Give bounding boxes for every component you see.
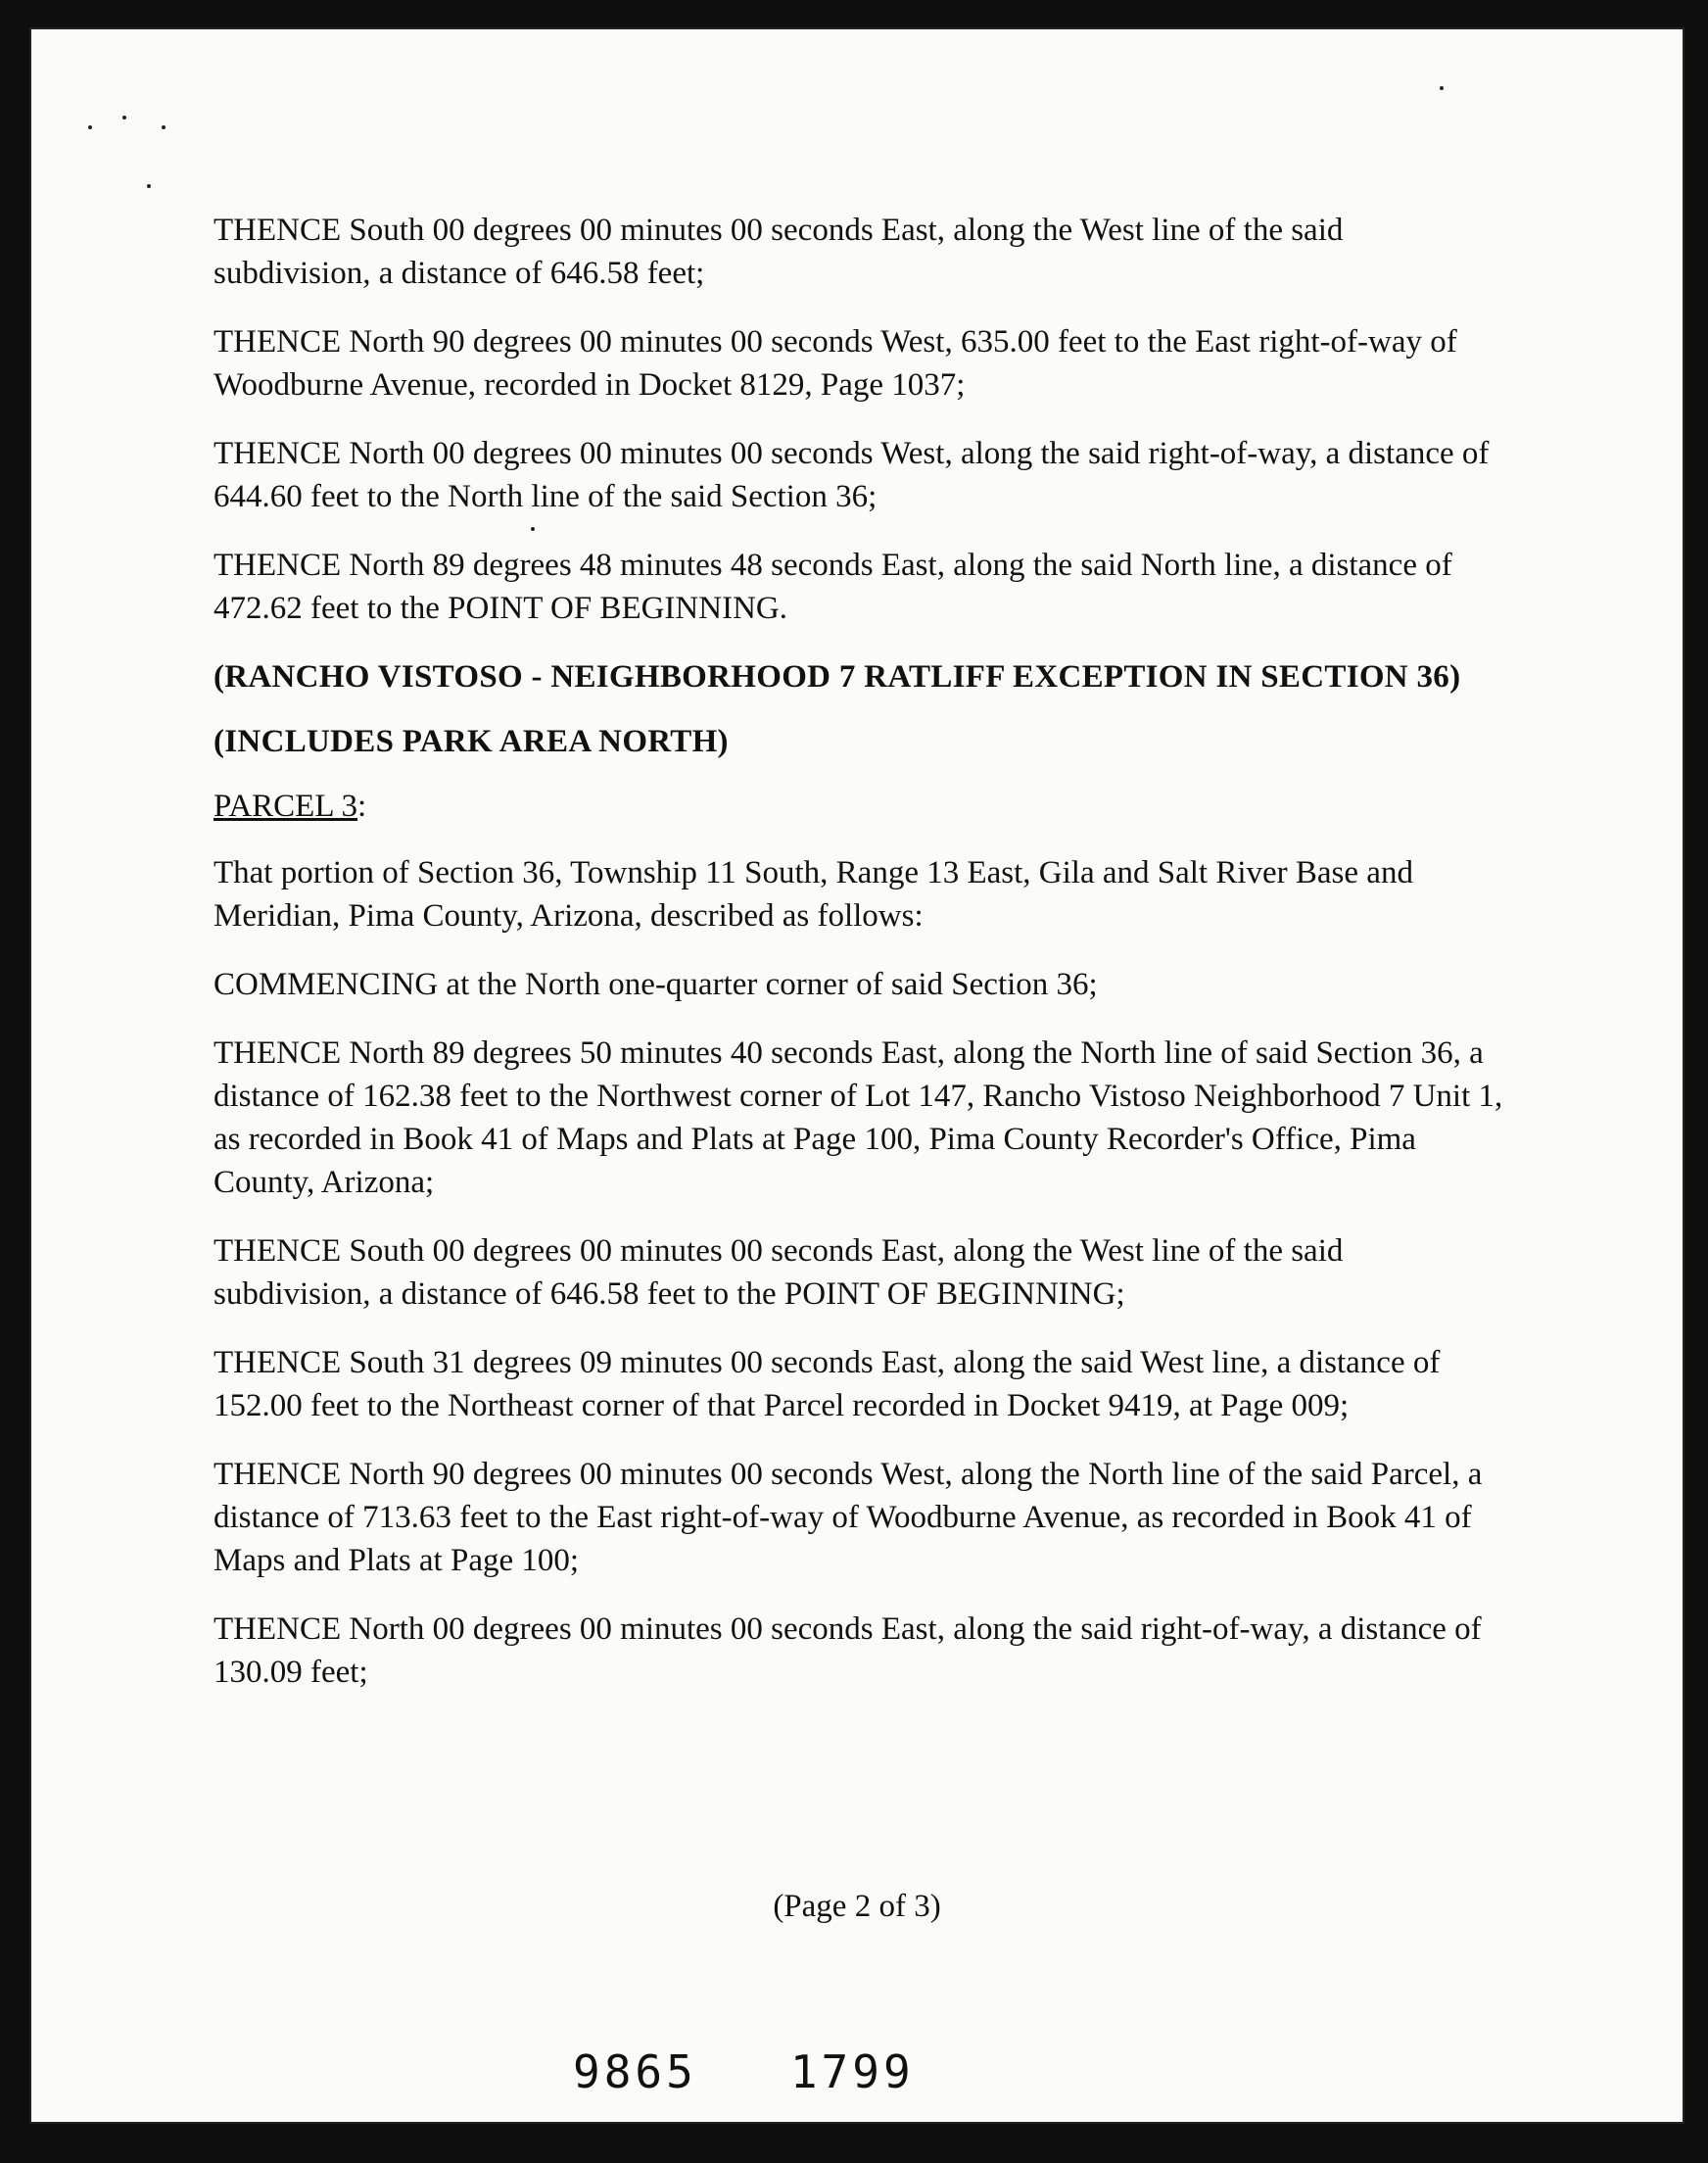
legal-paragraph: COMMENCING at the North one-quarter corner of said Section 36;	[214, 967, 1098, 1002]
scan-speck	[1440, 86, 1444, 90]
scan-speck	[122, 116, 126, 120]
document-page	[29, 27, 1684, 2124]
legal-paragraph: That portion of Section 36, Township 11 South, Range 13 East, Gila and Salt River Base and Meridian, Pima County, Arizona, described as follows:	[214, 855, 1413, 934]
parcel-label: PARCEL 3	[214, 789, 358, 824]
scan-speck	[88, 125, 92, 129]
scan-speck	[162, 125, 166, 129]
scan-speck	[147, 184, 151, 188]
legal-paragraph: THENCE North 89 degrees 48 minutes 48 seconds East, along the said North line, a distance of 472.62 feet to the POINT OF BEGINNING.	[214, 548, 1452, 626]
park-area-heading: (INCLUDES PARK AREA NORTH)	[214, 724, 729, 759]
legal-paragraph: THENCE North 00 degrees 00 minutes 00 seconds West, along the said right-of-way, a distance of 644.60 feet to the North line of the said Section 36;	[214, 436, 1490, 514]
legal-paragraph: THENCE North 00 degrees 00 minutes 00 seconds East, along the said right-of-way, a distance of 130.09 feet;	[214, 1611, 1482, 1690]
legal-paragraph: THENCE North 89 degrees 50 minutes 40 seconds East, along the North line of said Section 36, a distance of 162.38 feet to the Northwest corner of Lot 147, Rancho Vistoso Neighborhood 7 Unit 1, as recorded in Book 41 of Maps and Plats at Page 100, Pima County Recorder's Office, Pima County, Arizona;	[214, 1035, 1503, 1200]
docket-stamp: 9865 1799	[573, 2045, 915, 2098]
parcel-heading	[214, 785, 1506, 828]
legal-paragraph: THENCE South 00 degrees 00 minutes 00 seconds East, along the West line of the said subdivision, a distance of 646.58 feet;	[214, 213, 1344, 291]
exception-heading: (RANCHO VISTOSO - NEIGHBORHOOD 7 RATLIFF EXCEPTION IN SECTION 36)	[214, 659, 1461, 695]
legal-paragraph: THENCE South 31 degrees 09 minutes 00 seconds East, along the said West line, a distance of 152.00 feet to the Northeast corner of that Parcel recorded in Docket 9419, at Page 009;	[214, 1345, 1441, 1423]
legal-paragraph: THENCE North 90 degrees 00 minutes 00 seconds West, along the North line of the said Parcel, a distance of 713.63 feet to the East right-of-way of Woodburne Avenue, as recorded in Book 41 of Maps and Plats at Page 100;	[214, 1457, 1483, 1578]
page-number: (Page 2 of 3)	[773, 1889, 941, 1924]
document-body	[214, 209, 1506, 1719]
parcel-label-colon: :	[357, 789, 367, 824]
legal-paragraph: THENCE South 00 degrees 00 minutes 00 seconds East, along the West line of the said subdivision, a distance of 646.58 feet to the POINT OF BEGINNING;	[214, 1233, 1344, 1312]
legal-paragraph: THENCE North 90 degrees 00 minutes 00 seconds West, 635.00 feet to the East right-of-way of Woodburne Avenue, recorded in Docket 8129, Page 1037;	[214, 324, 1457, 403]
